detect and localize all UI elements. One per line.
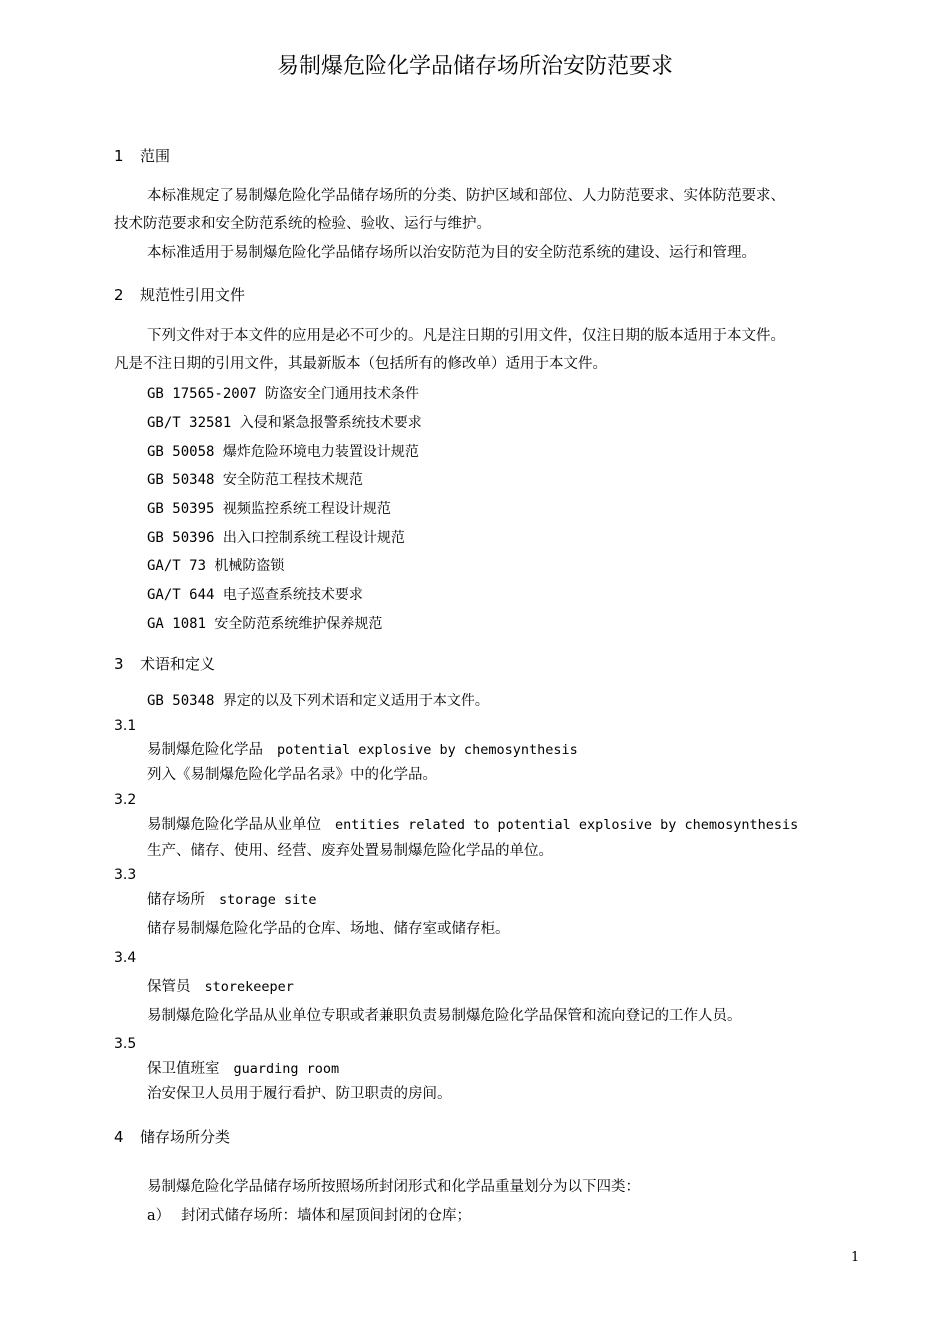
- section-number: 1: [114, 147, 124, 165]
- term-number: 3.3: [114, 867, 137, 883]
- section-1-heading: [114, 145, 170, 167]
- reference-item: GB 50395 视频监控系统工程设计规范: [147, 501, 391, 517]
- term-name-zh: 保管员: [147, 979, 191, 995]
- term-name: [147, 889, 317, 911]
- reference-item: GA 1081 安全防范系统维护保养规范: [147, 616, 383, 632]
- term-number: 3.4: [114, 950, 137, 966]
- term-number: 3.2: [114, 792, 137, 808]
- section-1-paragraph-1-line-1: 本标准规定了易制爆危险化学品储存场所的分类、防护区域和部位、人力防范要求、实体防范要求、: [147, 188, 785, 204]
- list-item: [147, 1205, 471, 1227]
- section-number: 3: [114, 655, 124, 673]
- list-item-text: 封闭式储存场所：墙体和屋顶间封闭的仓库；: [181, 1208, 471, 1224]
- list-item-label: a）: [147, 1208, 171, 1224]
- reference-item: GA/T 644 电子巡查系统技术要求: [147, 587, 363, 603]
- term-definition: 储存易制爆危险化学品的仓库、场地、储存室或储存柜。: [147, 921, 510, 937]
- term-name-zh: 储存场所: [147, 892, 205, 908]
- term-definition: 生产、储存、使用、经营、废弃处置易制爆危险化学品的单位。: [147, 843, 553, 859]
- section-title: 术语和定义: [140, 655, 216, 673]
- term-name-en: potential explosive by chemosynthesis: [277, 742, 578, 758]
- term-definition: 治安保卫人员用于履行看护、防卫职责的房间。: [147, 1086, 452, 1102]
- document-title: 易制爆危险化学品储存场所治安防范要求: [276, 54, 673, 79]
- term-number: 3.1: [114, 718, 137, 734]
- section-2-heading: [114, 284, 245, 306]
- section-1-paragraph-2: 本标准适用于易制爆危险化学品储存场所以治安防范为目的安全防范系统的建设、运行和管理。: [147, 245, 756, 261]
- term-name-en: storekeeper: [204, 979, 294, 995]
- section-3-intro: GB 50348 界定的以及下列术语和定义适用于本文件。: [147, 693, 489, 709]
- term-number: 3.5: [114, 1036, 137, 1052]
- reference-item: GB 50396 出入口控制系统工程设计规范: [147, 530, 405, 546]
- term-name: [147, 1058, 339, 1080]
- section-title: 规范性引用文件: [140, 286, 246, 304]
- term-name-en: storage site: [219, 892, 317, 908]
- reference-item: GA/T 73 机械防盗锁: [147, 558, 285, 574]
- term-definition: 易制爆危险化学品从业单位专职或者兼职负责易制爆危险化学品保管和流向登记的工作人员。: [147, 1008, 742, 1024]
- section-4-intro: 易制爆危险化学品储存场所按照场所封闭形式和化学品重量划分为以下四类：: [147, 1179, 640, 1195]
- section-1-paragraph-1-line-2: 技术防范要求和安全防范系统的检验、验收、运行与维护。: [114, 216, 491, 232]
- term-name-en: guarding room: [233, 1061, 340, 1077]
- section-3-heading: [114, 653, 215, 675]
- section-2-intro-line-2: 凡是不注日期的引用文件，其最新版本（包括所有的修改单）适用于本文件。: [114, 356, 607, 372]
- section-4-heading: [114, 1126, 230, 1148]
- reference-item: GB 17565-2007 防盗安全门通用技术条件: [147, 386, 420, 402]
- section-2-intro-line-1: 下列文件对于本文件的应用是必不可少的。凡是注日期的引用文件，仅注日期的版本适用于本文件。: [147, 328, 785, 344]
- section-number: 2: [114, 286, 124, 304]
- term-name: [147, 976, 294, 998]
- term-definition: 列入《易制爆危险化学品名录》中的化学品。: [147, 767, 437, 783]
- term-name-zh: 保卫值班室: [147, 1061, 220, 1077]
- reference-item: GB/T 32581 入侵和紧急报警系统技术要求: [147, 415, 422, 431]
- reference-item: GB 50058 爆炸危险环境电力装置设计规范: [147, 444, 419, 460]
- page-number: 1: [851, 1250, 860, 1265]
- term-name-zh: 易制爆危险化学品: [147, 742, 263, 758]
- section-title: 储存场所分类: [140, 1128, 231, 1146]
- term-name: [147, 814, 798, 836]
- term-name: [147, 739, 578, 761]
- reference-item: GB 50348 安全防范工程技术规范: [147, 472, 363, 488]
- section-title: 范围: [140, 147, 171, 165]
- section-number: 4: [114, 1128, 124, 1146]
- term-name-zh: 易制爆危险化学品从业单位: [147, 817, 321, 833]
- term-name-en: entities related to potential explosive by chemosynthesis: [335, 817, 799, 833]
